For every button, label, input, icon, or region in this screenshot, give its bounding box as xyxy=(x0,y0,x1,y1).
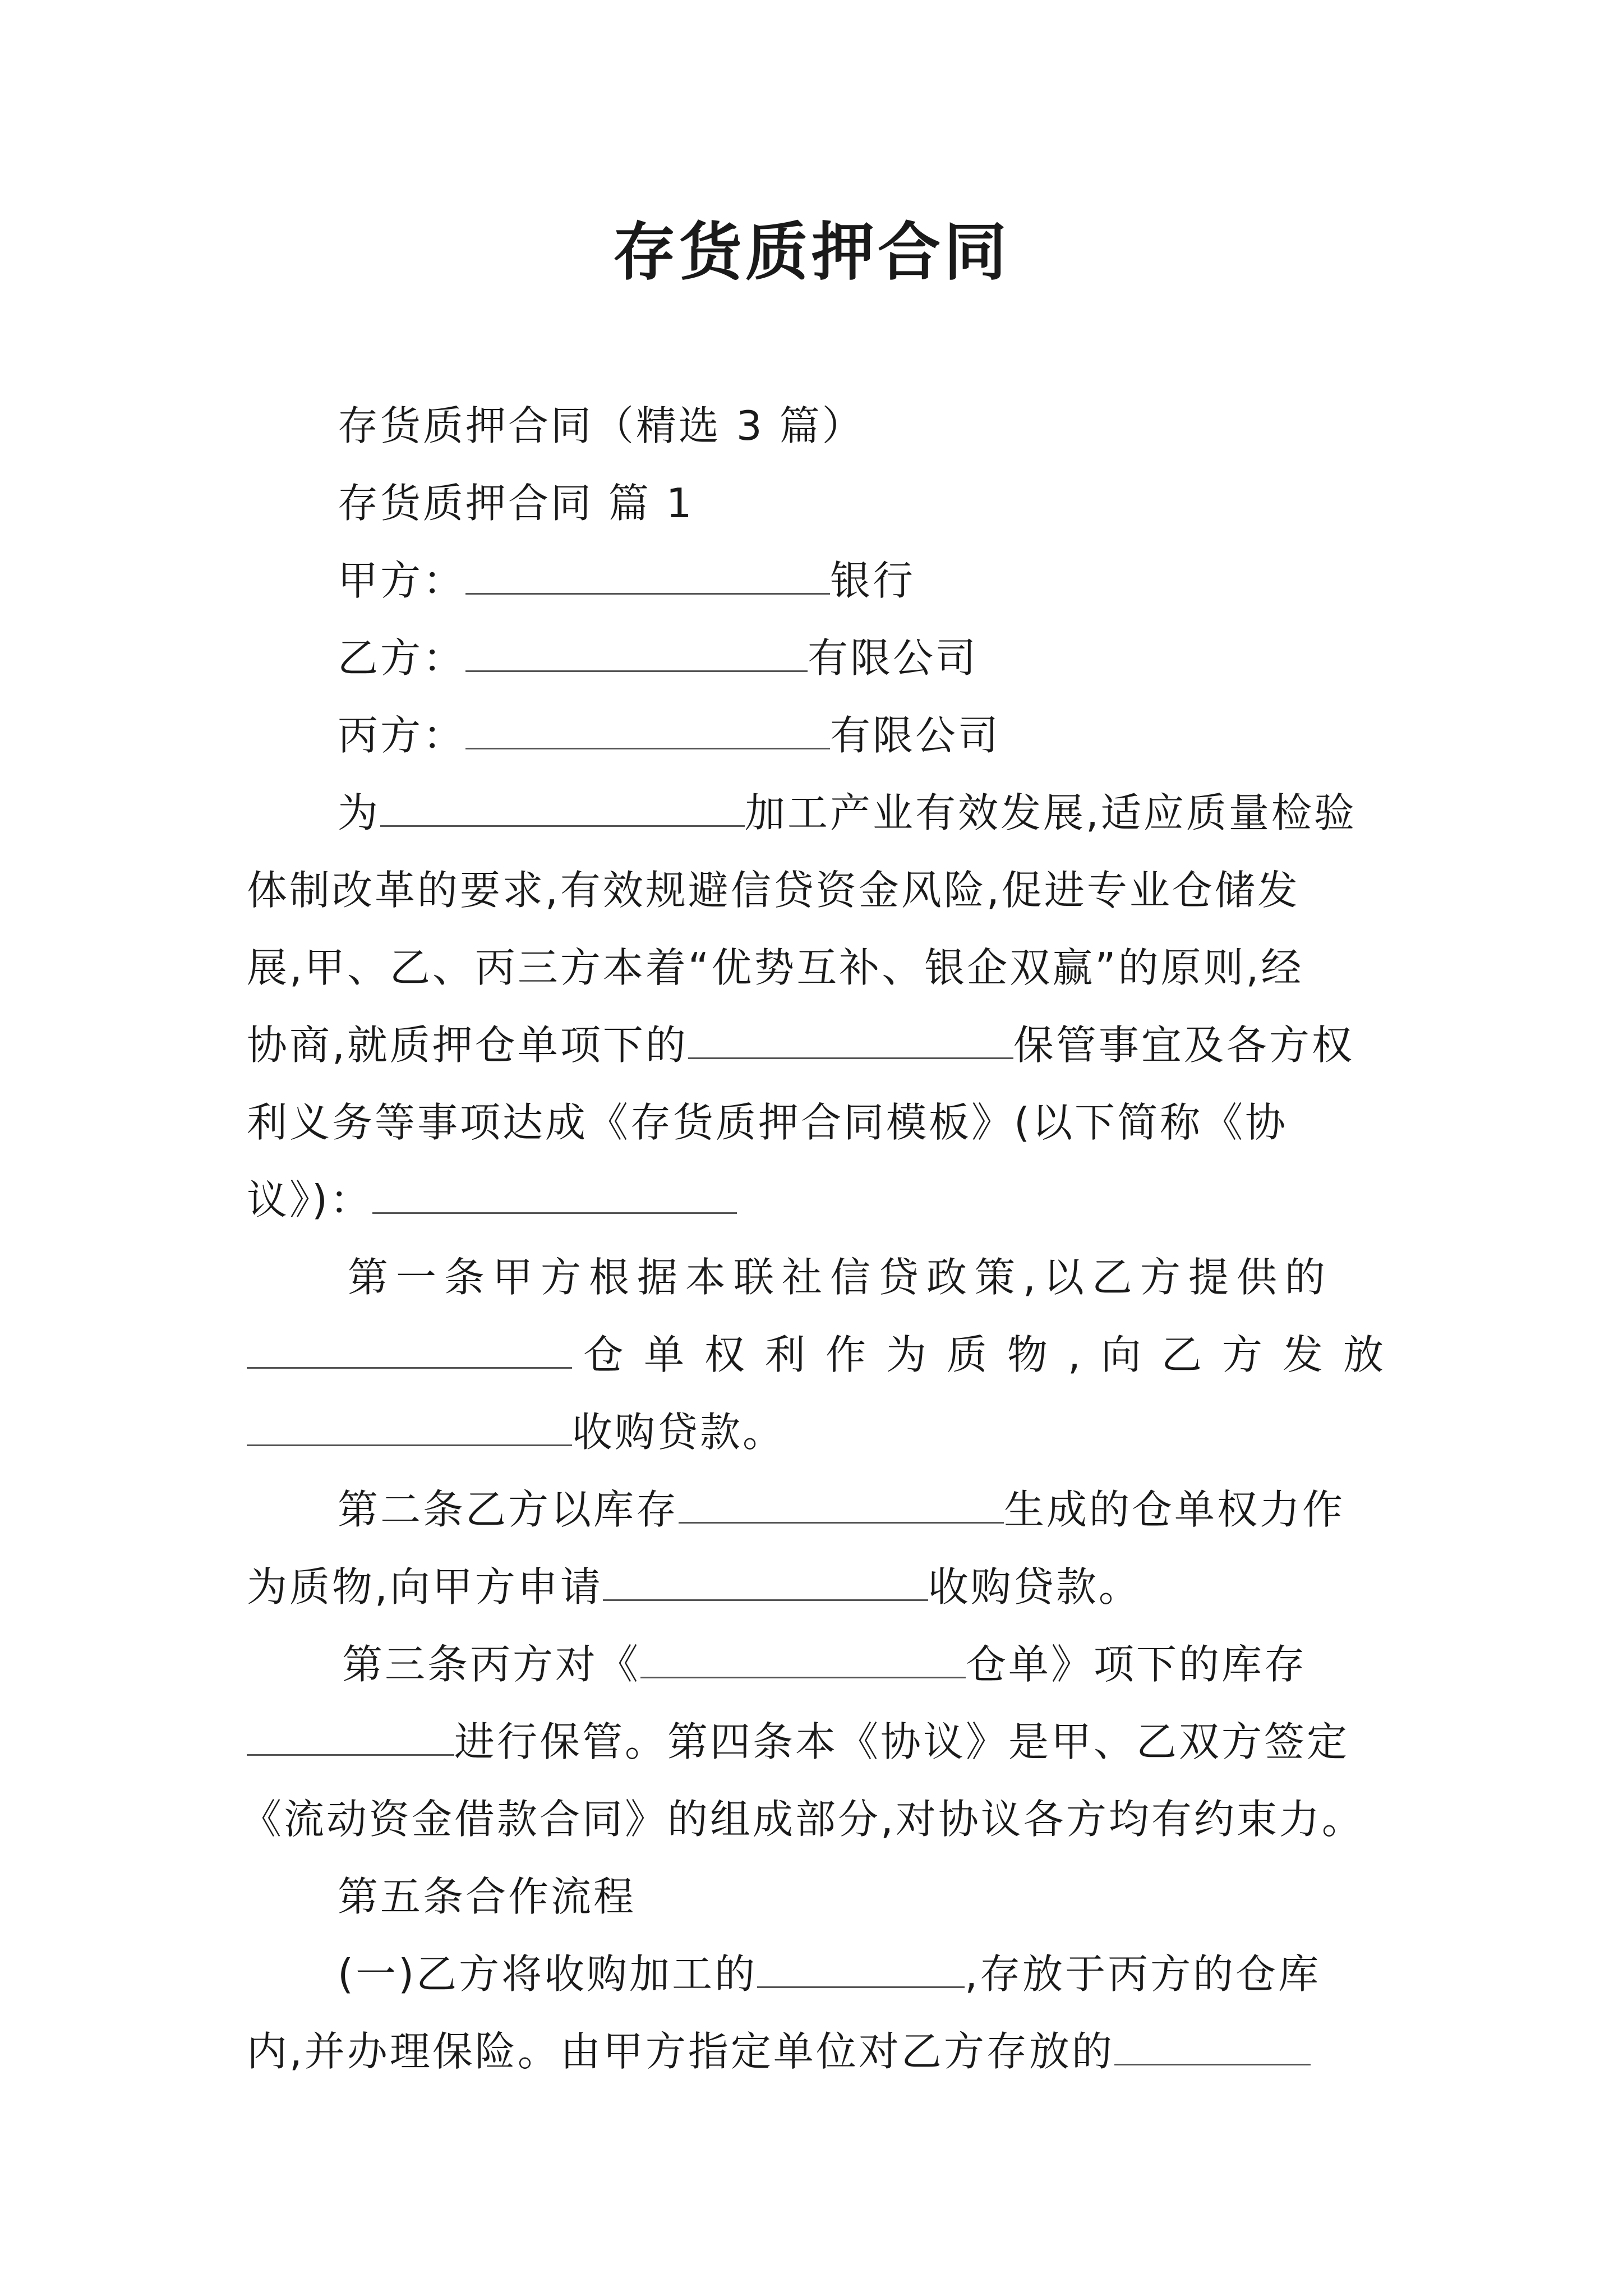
document-title: 存货质押合同 xyxy=(613,215,1010,289)
blank-field xyxy=(688,1024,1013,1059)
blank-field xyxy=(1114,2030,1311,2065)
party-c-blank xyxy=(465,714,830,749)
blank-field xyxy=(757,1953,965,1988)
preamble-line-4 xyxy=(247,1006,1354,1084)
article-text: 生成的仓单权力作 xyxy=(1004,1486,1345,1533)
party-a-blank xyxy=(465,559,830,595)
blank-field xyxy=(247,1720,454,1756)
article-5-line-2 xyxy=(247,2013,1311,2090)
preamble-text: 协商,就质押仓单项下的 xyxy=(247,1022,688,1069)
party-c-line xyxy=(338,697,1000,774)
blank-field xyxy=(247,1411,572,1446)
blank-field xyxy=(380,792,745,827)
party-b-suffix: 有限公司 xyxy=(808,634,979,682)
party-c-label: 丙方： xyxy=(338,712,466,759)
party-a-label: 甲方： xyxy=(338,557,466,604)
article-text: 为质物,向甲方申请 xyxy=(247,1563,603,1611)
article-5-line-1 xyxy=(338,1935,1321,2013)
party-a-suffix: 银行 xyxy=(830,557,916,604)
article-1-line-3 xyxy=(247,1393,785,1471)
section-heading: 存货质押合同 篇 1 xyxy=(338,480,694,527)
article-1-line-1: 第一条甲方根据本联社信贷政策,以乙方提供的 xyxy=(348,1254,1333,1301)
party-b-line xyxy=(338,619,978,697)
blank-field xyxy=(603,1566,928,1601)
preamble-line-5: 利义务等事项达成《存货质押合同模板》(以下简称《协 xyxy=(247,1099,1288,1146)
article-2-line-2 xyxy=(247,1548,1141,1626)
article-text: 收购贷款。 xyxy=(572,1409,786,1456)
article-text: 进行保管。第四条本《协议》是甲、乙双方签定 xyxy=(454,1718,1350,1765)
preamble-line-1 xyxy=(338,774,1357,852)
article-text: 内,并办理保险。由甲方指定单位对乙方存放的 xyxy=(247,2028,1114,2075)
blank-field xyxy=(640,1643,966,1678)
article-3-line-1 xyxy=(342,1626,1307,1703)
blank-field xyxy=(679,1488,1004,1524)
preamble-text: 议》)： xyxy=(247,1176,373,1223)
preamble-line-6 xyxy=(247,1161,737,1239)
article-5-heading: 第五条合作流程 xyxy=(338,1873,637,1920)
subtitle: 存货质押合同（精选 3 篇） xyxy=(338,402,865,449)
article-text: 收购贷款。 xyxy=(928,1563,1141,1611)
article-text: 仓单权利作为质物,向乙方发放 xyxy=(583,1331,1404,1378)
article-text: (一)乙方将收购加工的 xyxy=(338,1950,758,1998)
party-c-suffix: 有限公司 xyxy=(830,712,1001,759)
preamble-text: 保管事宜及各方权 xyxy=(1013,1022,1354,1069)
preamble-line-3: 展,甲、乙、丙三方本着“优势互补、银企双赢”的原则,经 xyxy=(247,944,1304,991)
party-a-line xyxy=(338,542,915,619)
preamble-text: 为 xyxy=(338,789,381,836)
party-b-label: 乙方： xyxy=(338,634,466,682)
article-text: 第二条乙方以库存 xyxy=(338,1486,679,1533)
preamble-line-2: 体制改革的要求,有效规避信贷资金风险,促进专业仓储发 xyxy=(247,867,1300,914)
article-text: 第三条丙方对《 xyxy=(342,1641,641,1688)
article-2-line-1 xyxy=(338,1471,1345,1548)
article-3-line-3: 《流动资金借款合同》的组成部分,对协议各方均有约束力。 xyxy=(241,1796,1364,1843)
party-b-blank xyxy=(465,637,808,672)
blank-field xyxy=(247,1333,572,1369)
blank-field xyxy=(372,1179,737,1214)
article-text: ,存放于丙方的仓库 xyxy=(965,1950,1321,1998)
article-3-line-2 xyxy=(247,1703,1349,1780)
article-1-line-2 xyxy=(247,1316,1404,1393)
article-text: 仓单》项下的库存 xyxy=(966,1641,1307,1688)
preamble-text: 加工产业有效发展,适应质量检验 xyxy=(745,789,1357,836)
